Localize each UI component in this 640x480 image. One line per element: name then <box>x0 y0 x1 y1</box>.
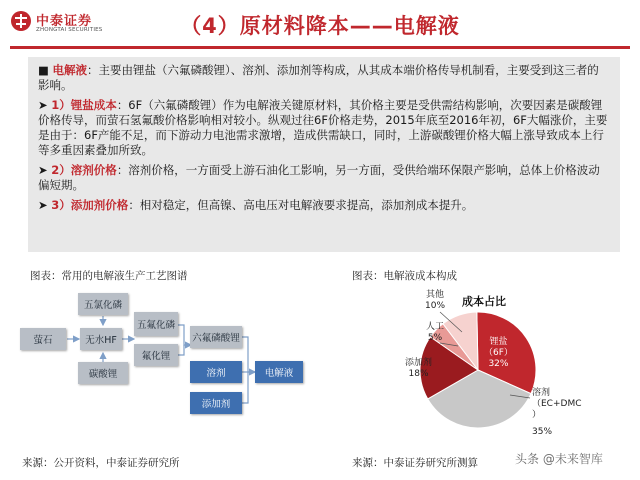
pie-label-additive-pct: 18% <box>408 369 429 379</box>
right-figure-caption: 图表：电解液成本构成 <box>352 270 457 282</box>
left-figure-source: 来源：公开资料，中泰证券研究所 <box>22 457 180 469</box>
pie-label-lithium-name: 锂盐 <box>489 337 508 347</box>
pie-label-other <box>425 290 445 312</box>
watermark: 头条 @未来智库 <box>515 452 603 466</box>
node-additive: 添加剂 <box>190 392 242 414</box>
arrow-bullet-icon: ➤ <box>38 198 48 212</box>
node-li2co3: 碳酸锂 <box>78 362 128 384</box>
pie-label-other-pct: 10% <box>425 301 446 311</box>
node-fluorite: 萤石 <box>20 328 66 350</box>
node-lipf6: 六氟磷酸锂 <box>190 326 242 348</box>
pie-label-lithium-sub: （6F） <box>484 348 513 358</box>
pie-title: 成本占比 <box>462 295 506 308</box>
square-bullet-icon: ■ <box>38 63 49 77</box>
node-pf5: 五氟化磷 <box>134 312 178 336</box>
p3-lead: 3）添加剂价格 <box>51 198 129 212</box>
page-title: （4）原材料降本——电解液 <box>180 14 460 38</box>
p3-body: ：相对稳定，但高镍、高电压对电解液要求提高，添加剂成本提升。 <box>128 198 474 212</box>
node-lif: 氟化锂 <box>134 344 178 366</box>
left-figure-caption: 图表：常用的电解液生产工艺图谱 <box>30 270 188 282</box>
p1-body: ：6F（六氟磷酸锂）作为电解液关键原材料，其价格主要是受供需结构影响，次要因素是碳酸锂价格传导，而萤石氢氟酸价格影响相对较小。纵观过往6F价格走势，2015年底至2016年初，6F大幅涨价，主要是由于：6F产能不足，而下游动力电池需求激增，造成供需缺口，同时，上游碳酸锂价格大幅上涨导致成本上行等多重因素叠加所致。 <box>38 98 608 157</box>
pie-label-lithium-pct: 32% <box>488 359 509 369</box>
logo-text-cn: 中泰证券 <box>36 14 93 29</box>
pie-label-labor <box>426 322 444 344</box>
pie-label-solvent-name: 溶剂 <box>532 388 551 398</box>
pie-label-labor-pct: 5% <box>427 333 443 343</box>
node-pcl5: 五氯化磷 <box>78 293 128 315</box>
pie-label-solvent <box>532 388 582 438</box>
p2-body: ：溶剂价格，一方面受上游石油化工影响，另一方面，受供给端环保限产影响，总体上价格波动偏短期。 <box>38 163 600 192</box>
node-anhydrous-hf: 无水HF <box>80 328 122 350</box>
right-figure-source: 来源：中泰证券研究所测算 <box>352 457 478 469</box>
intro-body: ：主要由锂盐（六氟磷酸锂）、溶剂、添加剂等构成，从其成本端价格传导机制看，主要受到这三者的影响。 <box>38 63 599 92</box>
pie-label-solvent-sub: （EC+DMC <box>532 399 582 409</box>
node-solvent: 溶剂 <box>190 361 242 383</box>
pie-label-labor-name: 人工 <box>426 322 445 332</box>
pie-label-lithium-salt <box>484 337 513 370</box>
logo-text-en: ZHONGTAI SECURITIES <box>36 27 103 33</box>
p2-lead: 2）溶剂价格 <box>51 163 117 177</box>
intro-lead: 电解液 <box>52 63 88 77</box>
pie-label-solvent-pct: 35% <box>532 427 553 437</box>
pie-label-additive-name: 添加剂 <box>405 358 433 368</box>
arrow-bullet-icon: ➤ <box>38 163 48 177</box>
pie-label-other-name: 其他 <box>426 290 445 300</box>
p1-lead: 1）锂盐成本 <box>51 98 117 112</box>
arrow-bullet-icon: ➤ <box>38 98 48 112</box>
pie-label-solvent-close: ） <box>532 410 542 420</box>
pie-label-additive <box>405 358 432 380</box>
node-electrolyte: 电解液 <box>255 361 303 383</box>
